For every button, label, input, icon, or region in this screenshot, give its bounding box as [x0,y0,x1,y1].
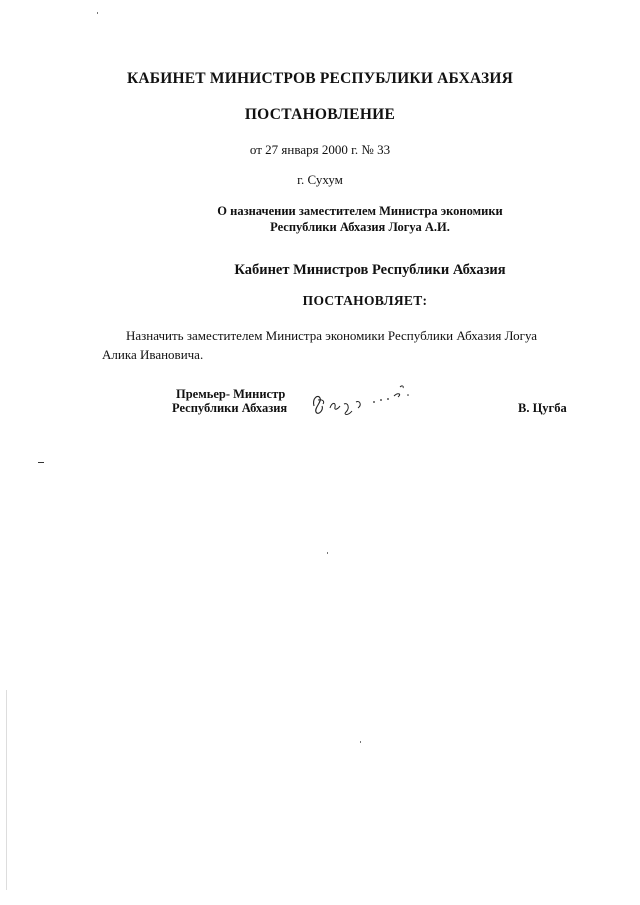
scan-margin-mark [38,462,44,463]
signatory-position-line-2: Республики Абхазия [172,401,288,415]
scan-edge-shadow [6,690,7,890]
scan-speck [327,552,328,554]
organization-title: КАБИНЕТ МИНИСТРОВ РЕСПУБЛИКИ АБХАЗИЯ [126,70,514,87]
document-type-heading: ПОСТАНОВЛЕНИЕ [244,106,396,123]
handwritten-signature [308,378,428,423]
resolution-paragraph: Назначить заместителем Министра экономики Республики Абхазия Логуа Алика Ивановича. [102,328,538,362]
issuer-statement: Кабинет Министров Республики Абхазия [234,262,506,278]
signatory-name: В. Цугба [518,401,567,415]
date-and-number: от 27 января 2000 г. № 33 [249,142,391,157]
subject-line-1: О назначении заместителем Министра экономики [217,204,503,218]
scan-speck [360,741,361,743]
subject-line-2: Республики Абхазия Логуа А.И. [270,220,450,234]
resolves-heading: ПОСТАНОВЛЯЕТ: [302,293,428,308]
place-of-issue: г. Сухум [297,172,343,187]
signatory-position-line-1: Премьер- Министр [176,387,286,401]
scan-speck [97,12,98,14]
